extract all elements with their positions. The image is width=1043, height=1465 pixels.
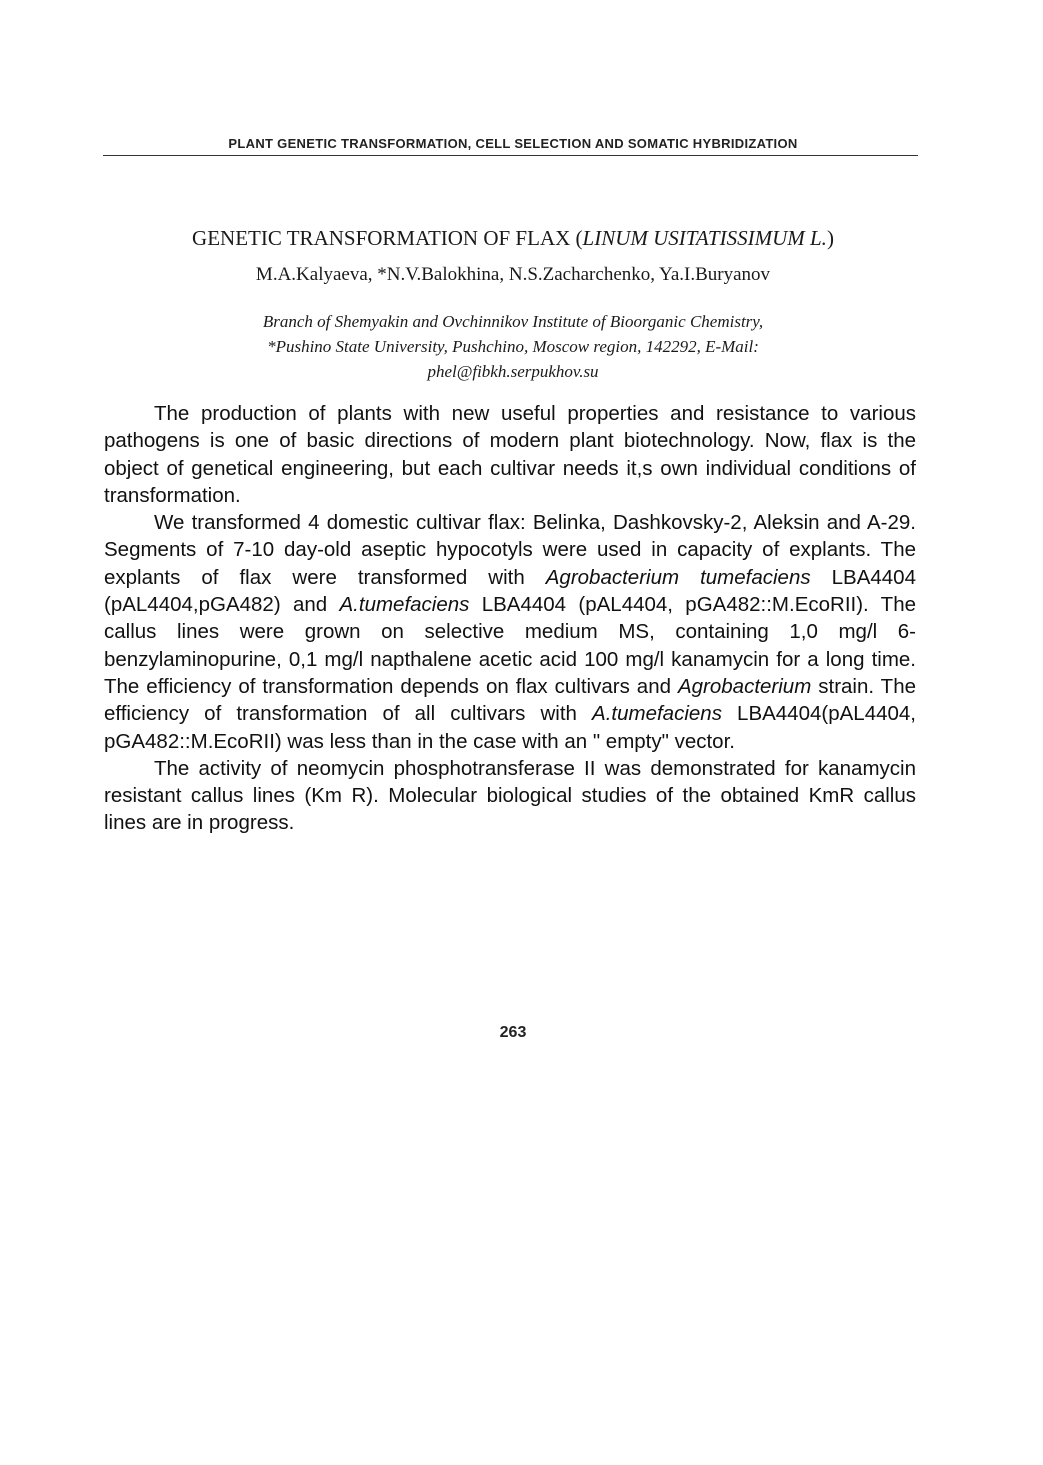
paragraph-1: The production of plants with new useful properties and resistance to various pathogens is one of basic directions of modern plant biotechnology. Now, flax is the object of genetical engineering, but each cultivar needs it,s own individual conditions of transformation. bbox=[104, 402, 916, 507]
abstract-body bbox=[104, 400, 916, 837]
p2-text-3: LBA4404 (pAL4404, pGA482::M.EcoRII). The callus lines were grown on selective medium MS, containing 1,0 mg/l 6-benzylaminopurine, 0,1 mg/l napthalene acetic acid 100 mg/l kanamycin for a long time. The efficiency of transformation depends on flax cultivars and bbox=[104, 593, 917, 698]
title-close: ) bbox=[826, 226, 834, 250]
paragraph-2 bbox=[104, 509, 916, 755]
header-rule bbox=[103, 155, 918, 156]
title-main: GENETIC TRANSFORMATION OF FLAX ( bbox=[192, 226, 583, 250]
affiliation-line-1: Branch of Shemyakin and Ovchinnikov Institute of Bioorganic Chemistry, bbox=[262, 312, 764, 331]
p2-italic-1: Agrobacterium tumefaciens bbox=[545, 565, 811, 589]
p2-italic-4: A.tumefaciens bbox=[592, 702, 722, 726]
p2-text-2: LBA4404 (pAL4404,pGA482) and bbox=[104, 565, 916, 617]
p2-text-4: strain. The efficiency of transformation of all cultivars with bbox=[104, 674, 916, 726]
p2-italic-2: A.tumefaciens bbox=[339, 593, 470, 617]
p2-text-1: We transformed 4 domestic cultivar flax: Belinka, Dashkovsky-2, Aleksin and A-29. Segments of 7-10 day-old aseptic hypocotyls were used in capacity of explants. The explants of flax were transformed with bbox=[104, 511, 916, 589]
affiliation-line-2: *Pushino State University, Pushchino, Moscow region, 142292, E-Mail: bbox=[267, 337, 759, 356]
paragraph-3: The activity of neomycin phosphotransferase II was demonstrated for kanamycin resistant callus lines (Km R). Molecular biological studies of the obtained KmR callus lines are in progress. bbox=[104, 756, 916, 835]
p2-text-5: LBA4404(pAL4404, pGA482::M.EcoRII) was less than in the case with an " empty" vector. bbox=[104, 702, 916, 753]
authors: M.A.Kalyaeva, *N.V.Balokhina, N.S.Zacharchenko, Ya.I.Buryanov bbox=[255, 264, 771, 285]
paper-title bbox=[108, 226, 918, 251]
title-species: LINUM USITATISSIMUM L. bbox=[582, 226, 827, 250]
affiliation bbox=[108, 309, 918, 384]
page-number: 263 bbox=[499, 1024, 527, 1041]
p2-italic-3: Agrobacterium bbox=[677, 674, 812, 698]
running-header: PLANT GENETIC TRANSFORMATION, CELL SELECTION AND SOMATIC HYBRIDIZATION bbox=[228, 136, 798, 151]
affiliation-email: phel@fibkh.serpukhov.su bbox=[427, 362, 599, 381]
